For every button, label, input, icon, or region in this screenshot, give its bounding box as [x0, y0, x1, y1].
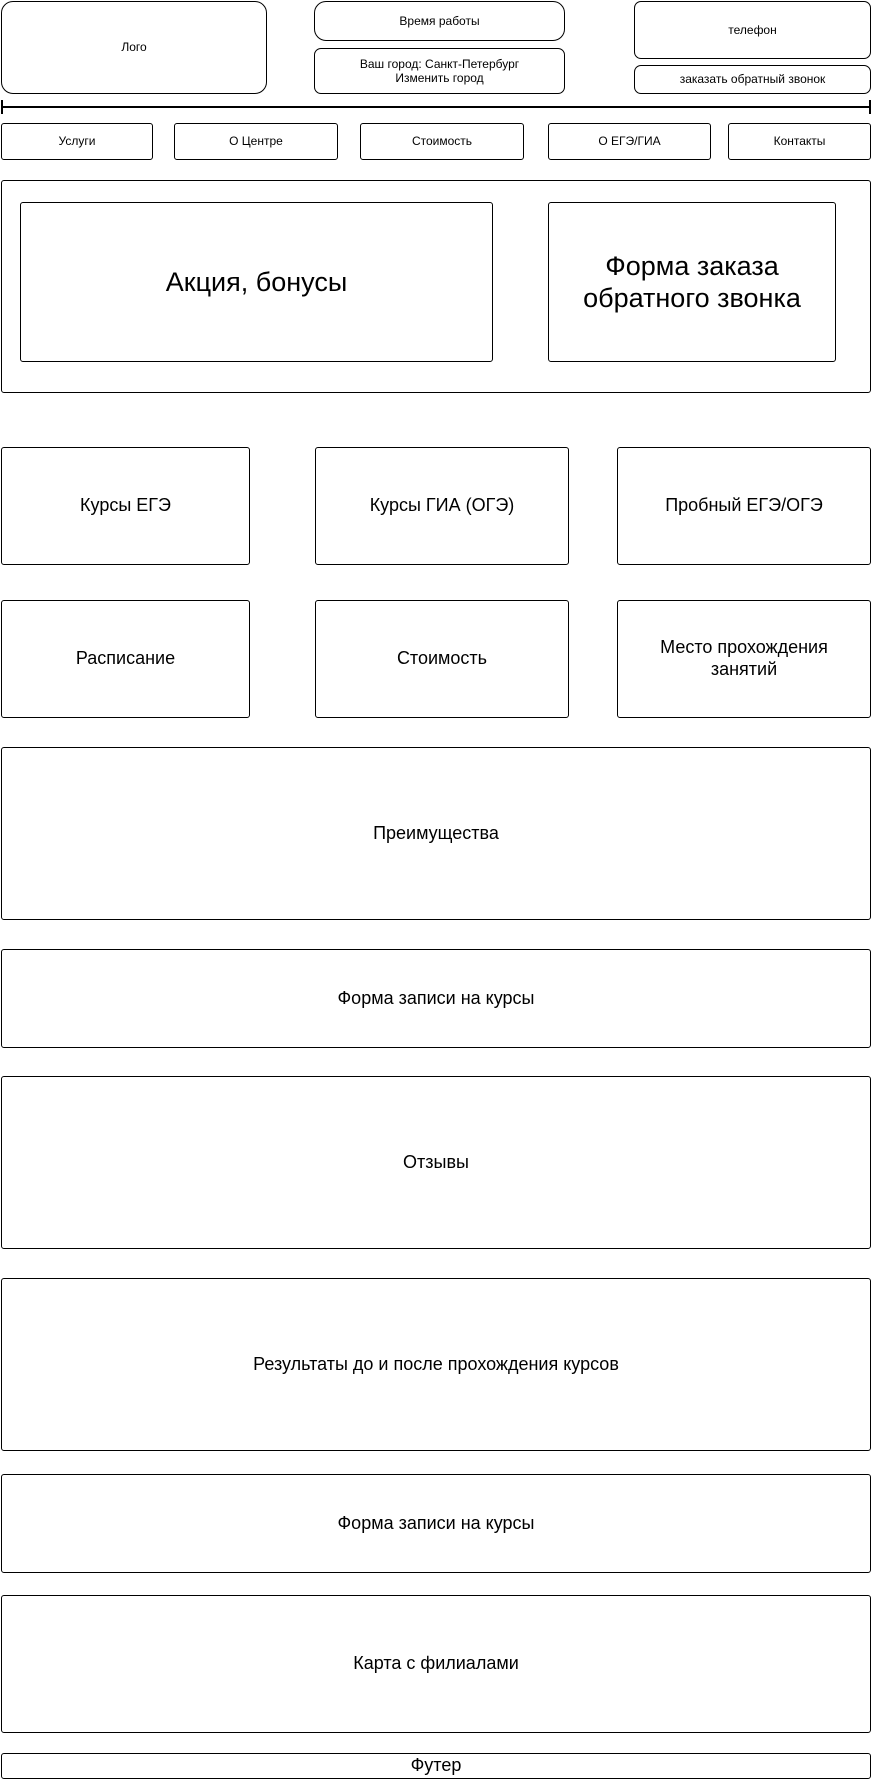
nav-item-about-exams[interactable]: О ЕГЭ/ГИА	[548, 123, 711, 160]
tile-trial-exam[interactable]: Пробный ЕГЭ/ОГЭ	[617, 447, 871, 565]
nav-item-about-center[interactable]: О Центре	[174, 123, 338, 160]
advantages-section: Преимущества	[1, 747, 871, 920]
header-divider	[1, 106, 871, 108]
nav-item-pricing[interactable]: Стоимость	[360, 123, 524, 160]
header-divider-cap-right	[869, 100, 871, 114]
footer: Футер	[1, 1753, 871, 1779]
tile-class-location[interactable]: Место прохождения занятий	[617, 600, 871, 718]
course-signup-form-2[interactable]: Форма записи на курсы	[1, 1474, 871, 1573]
promo-bonuses-block[interactable]: Акция, бонусы	[20, 202, 493, 362]
tile-ege-courses[interactable]: Курсы ЕГЭ	[1, 447, 250, 565]
results-section: Результаты до и после прохождения курсов	[1, 1278, 871, 1451]
reviews-section: Отзывы	[1, 1076, 871, 1249]
tile-schedule[interactable]: Расписание	[1, 600, 250, 718]
callback-request-button[interactable]: заказать обратный звонок	[634, 65, 871, 94]
work-hours-block: Время работы	[314, 1, 565, 41]
nav-item-services[interactable]: Услуги	[1, 123, 153, 160]
logo-placeholder[interactable]: Лого	[1, 1, 267, 94]
city-selector[interactable]: Ваш город: Санкт-Петербург Изменить город	[314, 48, 565, 94]
callback-order-form[interactable]: Форма заказа обратного звонка	[548, 202, 836, 362]
course-signup-form-1[interactable]: Форма записи на курсы	[1, 949, 871, 1048]
branches-map-section[interactable]: Карта с филиалами	[1, 1595, 871, 1733]
nav-item-contacts[interactable]: Контакты	[728, 123, 871, 160]
header-divider-cap-left	[1, 100, 3, 114]
tile-pricing[interactable]: Стоимость	[315, 600, 569, 718]
tile-gia-oge-courses[interactable]: Курсы ГИА (ОГЭ)	[315, 447, 569, 565]
phone-block[interactable]: телефон	[634, 1, 871, 59]
